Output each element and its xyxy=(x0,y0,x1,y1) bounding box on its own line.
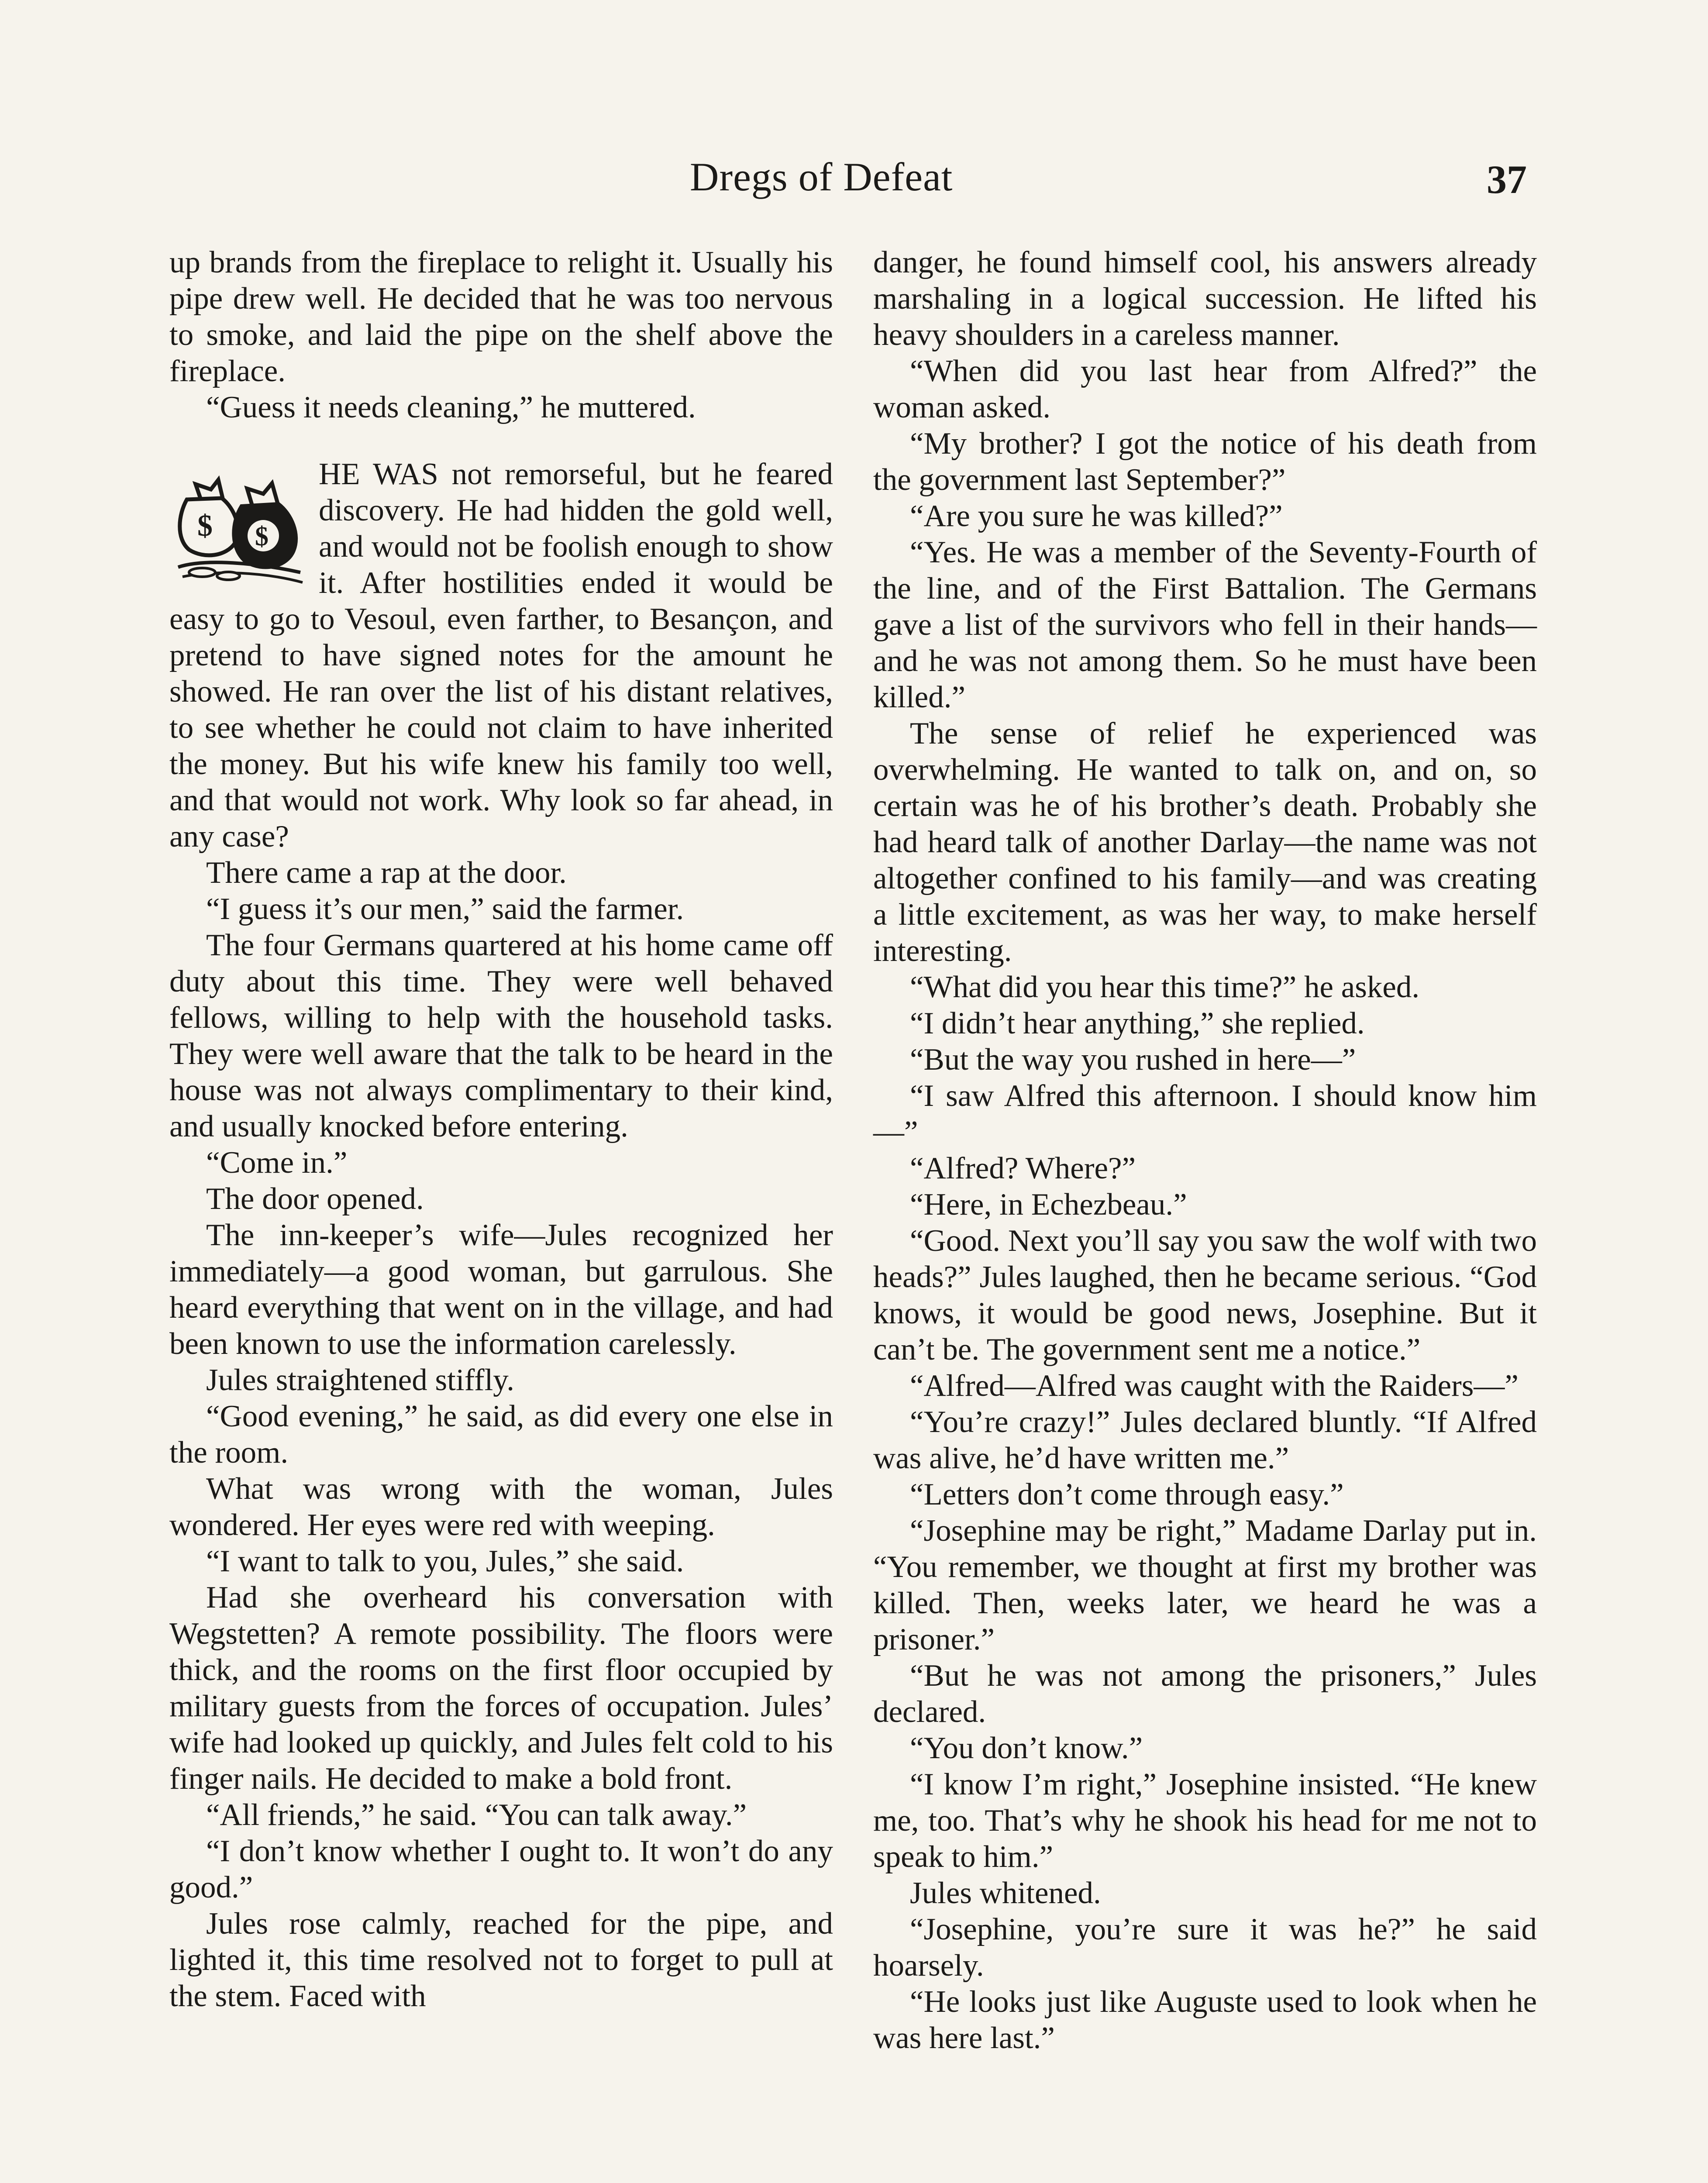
svg-text:$: $ xyxy=(255,522,269,551)
paragraph: Had she overheard his conversation with Wegstetten? A remote possibility. The floors were thick, and the rooms on the first floor occupied by military guests from the forces of occupation. Jules’ wife had looked up quickly, and Jules felt cold to his finger nails. He decided to make a bold front. xyxy=(169,1580,833,1796)
page-number: 37 xyxy=(1487,157,1527,202)
running-title: Dregs of Defeat xyxy=(690,155,953,199)
paragraph: “Come in.” xyxy=(206,1146,348,1180)
paragraph: Jules rose calmly, reached for the pipe, and lighted it, this time resolved not to forget to pull at the stem. Faced with xyxy=(169,1907,833,2013)
paragraph: There came a rap at the door. xyxy=(206,856,567,890)
paragraph: up brands from the fireplace to relight it. Usually his pipe drew well. He decided that he was too nervous to smoke, and laid the pipe on the shelf above the fireplace. xyxy=(169,245,833,388)
money-bags-icon xyxy=(169,458,309,589)
running-head xyxy=(0,148,1708,205)
paragraph: “But the way you rushed in here—” xyxy=(910,1043,1356,1077)
paragraph: The inn-keeper’s wife—Jules recognized her immediately—a good woman, but garrulous. She heard everything that went on in the village, and had been known to use the information carelessly. xyxy=(169,1218,833,1361)
paragraph: “I don’t know whether I ought to. It won’t do any good.” xyxy=(169,1834,833,1904)
svg-text:$: $ xyxy=(197,509,213,543)
paragraph: Jules whitened. xyxy=(910,1876,1101,1910)
paragraph: “Here, in Echezbeau.” xyxy=(910,1188,1187,1222)
paragraph: “Josephine may be right,” Madame Darlay put in. “You remember, we thought at first my brother was killed. Then, weeks later, we heard he was a prisoner.” xyxy=(873,1514,1537,1656)
paragraph: “Good evening,” he said, as did every one else in the room. xyxy=(169,1399,833,1470)
paragraph: “All friends,” he said. “You can talk away.” xyxy=(206,1798,747,1832)
paragraph: “I didn’t hear anything,” she replied. xyxy=(910,1006,1365,1040)
paragraph: danger, he found himself cool, his answers already marshaling in a logical succession. He lifted his heavy shoulders in a careless manner. xyxy=(873,245,1537,352)
paragraph: The sense of relief he experienced was overwhelming. He wanted to talk on, and on, so certain was he of his brother’s death. Probably she had heard talk of another Darlay—the name was not altogether confined to his family—and was creating a little excitement, as was her way, to make herself interesting. xyxy=(873,716,1537,968)
paragraph: The four Germans quartered at his home came off duty about this time. They were well behaved fellows, willing to help with the household tasks. They were well aware that the talk to be heard in the house was not always complimentary to their kind, and usually knocked before entering. xyxy=(169,928,833,1143)
paragraph: “Good. Next you’ll say you saw the wolf with two heads?” Jules laughed, then he became serious. “God knows, it would be good news, Josephine. But it can’t be. The government sent me a notice.” xyxy=(873,1224,1537,1367)
paragraph: “Josephine, you’re sure it was he?” he said hoarsely. xyxy=(873,1912,1537,1983)
paragraph: “Alfred? Where?” xyxy=(910,1151,1136,1185)
paragraph: HE WAS not remorseful, but he feared discovery. He had hidden the gold well, and would not be foolish enough to show it. After hostilities ended it would be easy to go to Vesoul, even farther, to Besançon, and pretend to have signed notes for the amount he showed. He ran over the list of his distant relatives, to see whether he could not claim to have inherited the money. But his wife knew his family too well, and that would not work. Why look so far ahead, in any case? xyxy=(169,457,833,854)
paragraph: “When did you last hear from Alfred?” the woman asked. xyxy=(873,354,1537,424)
paragraph: Jules straightened stiffly. xyxy=(206,1363,514,1397)
paragraph: “Yes. He was a member of the Seventy-Fourth of the line, and of the First Battalion. The Germans gave a list of the survivors who fell in their hands—and he was not among them. So he must have been killed.” xyxy=(873,535,1537,714)
section-opening xyxy=(169,456,833,855)
paragraph: “I saw Alfred this afternoon. I should know him—” xyxy=(873,1079,1537,1149)
paragraph: “He looks just like Auguste used to look when he was here last.” xyxy=(873,1985,1537,2055)
paragraph: “Letters don’t come through easy.” xyxy=(910,1477,1344,1512)
paragraph: “Are you sure he was killed?” xyxy=(910,499,1283,533)
right-column xyxy=(873,244,1537,2056)
left-column xyxy=(169,244,833,2014)
paragraph: “I know I’m right,” Josephine insisted. “He knew me, too. That’s why he shook his head for me not to speak to him.” xyxy=(873,1767,1537,1874)
paragraph: “You’re crazy!” Jules declared bluntly. “If Alfred was alive, he’d have written me.” xyxy=(873,1405,1537,1475)
paragraph: “You don’t know.” xyxy=(910,1731,1143,1765)
paragraph: “But he was not among the prisoners,” Jules declared. xyxy=(873,1659,1537,1729)
paragraph: “I guess it’s our men,” said the farmer. xyxy=(206,892,684,926)
paragraph: “Alfred—Alfred was caught with the Raiders—” xyxy=(910,1369,1519,1403)
paragraph: “What did you hear this time?” he asked. xyxy=(910,970,1420,1004)
paragraph: “Guess it needs cleaning,” he muttered. xyxy=(206,390,696,424)
paragraph: What was wrong with the woman, Jules wondered. Her eyes were red with weeping. xyxy=(169,1472,833,1542)
paragraph: “My brother? I got the notice of his death from the government last September?” xyxy=(873,427,1537,497)
paragraph: “I want to talk to you, Jules,” she said. xyxy=(206,1544,684,1578)
paragraph: The door opened. xyxy=(206,1182,424,1216)
